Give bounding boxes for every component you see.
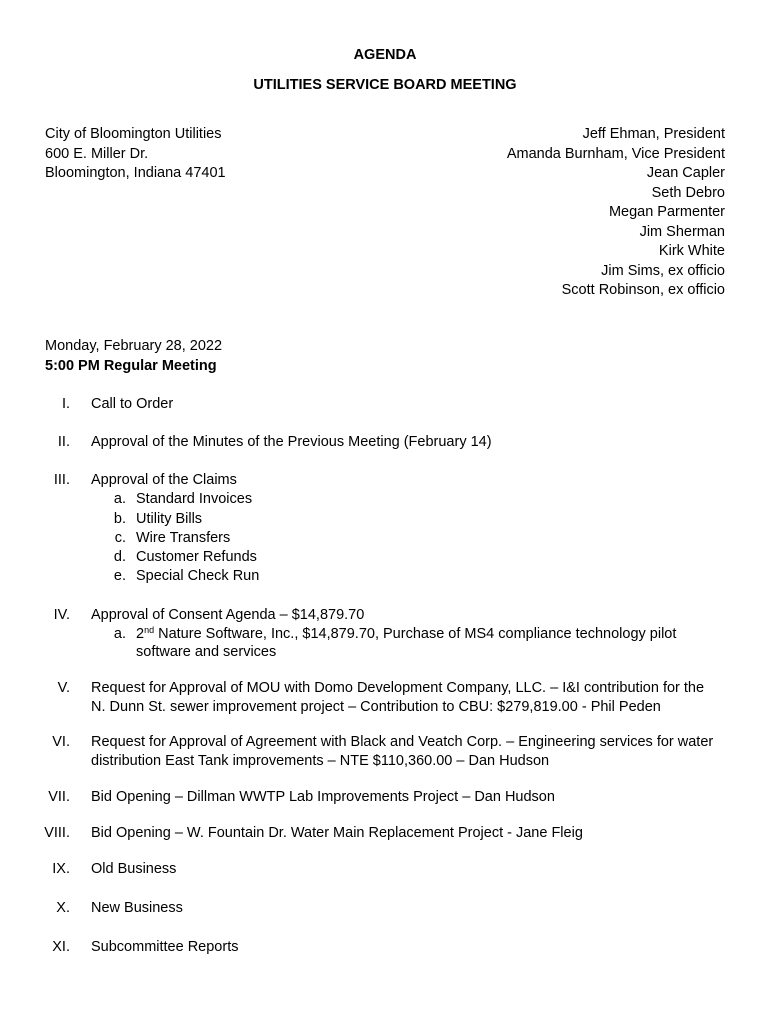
board-member: Jim Sims, ex officio: [601, 262, 725, 279]
agenda-item-text: Approval of the Minutes of the Previous Meeting (February 14): [91, 434, 492, 450]
sub-item-text: Special Check Run: [136, 568, 260, 585]
agenda-item-text: Bid Opening – W. Fountain Dr. Water Main Replacement Project - Jane Fleig: [91, 825, 583, 841]
board-members-list: [507, 125, 725, 301]
agenda-item-body: [91, 606, 721, 662]
sub-item-text: Standard Invoices: [136, 491, 253, 508]
agenda-item-number: I.: [61, 396, 70, 412]
agenda-item-text: Old Business: [91, 861, 177, 877]
meeting-date: Monday, February 28, 2022: [45, 338, 223, 354]
agenda-item-number: VI.: [52, 734, 70, 750]
sub-item-label: a.: [113, 625, 126, 642]
sub-item-label: d.: [113, 549, 126, 566]
agenda-item-text: New Business: [91, 900, 183, 916]
sub-item-text: Customer Refunds: [136, 549, 257, 566]
board-member: Jean Capler: [646, 165, 725, 181]
claims-sublist: [91, 490, 721, 586]
agenda-item-text: Subcommittee Reports: [91, 939, 239, 955]
board-member: Megan Parmenter: [608, 204, 725, 220]
agenda-item-text: Request for Approval of Agreement with Black and Veatch Corp. – Engineering services for water distribution East Tank improvements – NTE $110,360.00 – Dan Hudson: [91, 734, 714, 769]
agenda-item-text: Approval of the Claims: [91, 472, 237, 488]
sub-item: [91, 548, 721, 567]
board-member: Kirk White: [658, 243, 725, 259]
agenda-item-body: [91, 471, 721, 587]
document-subtitle: UTILITIES SERVICE BOARD MEETING: [253, 77, 517, 93]
address-line: City of Bloomington Utilities: [45, 126, 222, 142]
agenda-item-number: XI.: [52, 939, 70, 955]
agenda-item-text: Bid Opening – Dillman WWTP Lab Improvements Project – Dan Hudson: [91, 789, 555, 805]
board-member: Scott Robinson, ex officio: [561, 282, 725, 298]
board-member: Amanda Burnham, Vice President: [506, 145, 725, 162]
sub-item-text: Nature Software, Inc., $14,879.70, Purchase of MS4 compliance technology pilot software and services: [136, 625, 677, 660]
agenda-item-number: IX.: [52, 861, 70, 877]
sub-item-label: b.: [113, 510, 126, 527]
agenda-item-number: VII.: [48, 789, 70, 805]
sub-item-text: Wire Transfers: [136, 529, 231, 546]
meeting-info: [45, 337, 222, 376]
agenda-item-number: VIII.: [44, 825, 70, 841]
sub-item: [91, 529, 721, 548]
sub-item: [91, 567, 721, 586]
agenda-item-number: X.: [56, 900, 70, 916]
sub-item-label: a.: [113, 491, 126, 508]
agenda-item-text: Request for Approval of MOU with Domo Development Company, LLC. – I&I contribution for the N. Dunn St. sewer improvement project – Contribution to CBU: $279,819.00 - Phil Peden: [91, 680, 705, 715]
sub-item-text: Utility Bills: [136, 510, 203, 527]
address-line: 600 E. Miller Dr.: [45, 145, 149, 162]
agenda-item-number: IV.: [53, 607, 70, 623]
sub-item: [91, 625, 721, 662]
board-member: Jim Sherman: [639, 223, 725, 240]
board-member: Seth Debro: [651, 184, 725, 201]
consent-sublist: [91, 625, 721, 662]
meeting-time: 5:00 PM Regular Meeting: [45, 357, 217, 374]
agenda-item-text: Approval of Consent Agenda – $14,879.70: [91, 607, 365, 623]
document-title: AGENDA: [353, 47, 417, 63]
sub-item: [91, 490, 721, 509]
agenda-item-number: V.: [57, 680, 70, 696]
address-block: [45, 125, 226, 184]
sub-item-label: c.: [114, 529, 126, 546]
address-line: Bloomington, Indiana 47401: [45, 165, 226, 181]
sub-item-label: e.: [113, 568, 126, 585]
agenda-item-number: II.: [57, 434, 70, 450]
board-member: Jeff Ehman, President: [582, 126, 725, 142]
ordinal-suffix: nd: [144, 624, 155, 635]
agenda-item-number: III.: [53, 472, 70, 488]
agenda-item-text: Call to Order: [91, 396, 174, 412]
sub-item-text-lead: 2: [136, 625, 145, 642]
sub-item: [91, 510, 721, 529]
